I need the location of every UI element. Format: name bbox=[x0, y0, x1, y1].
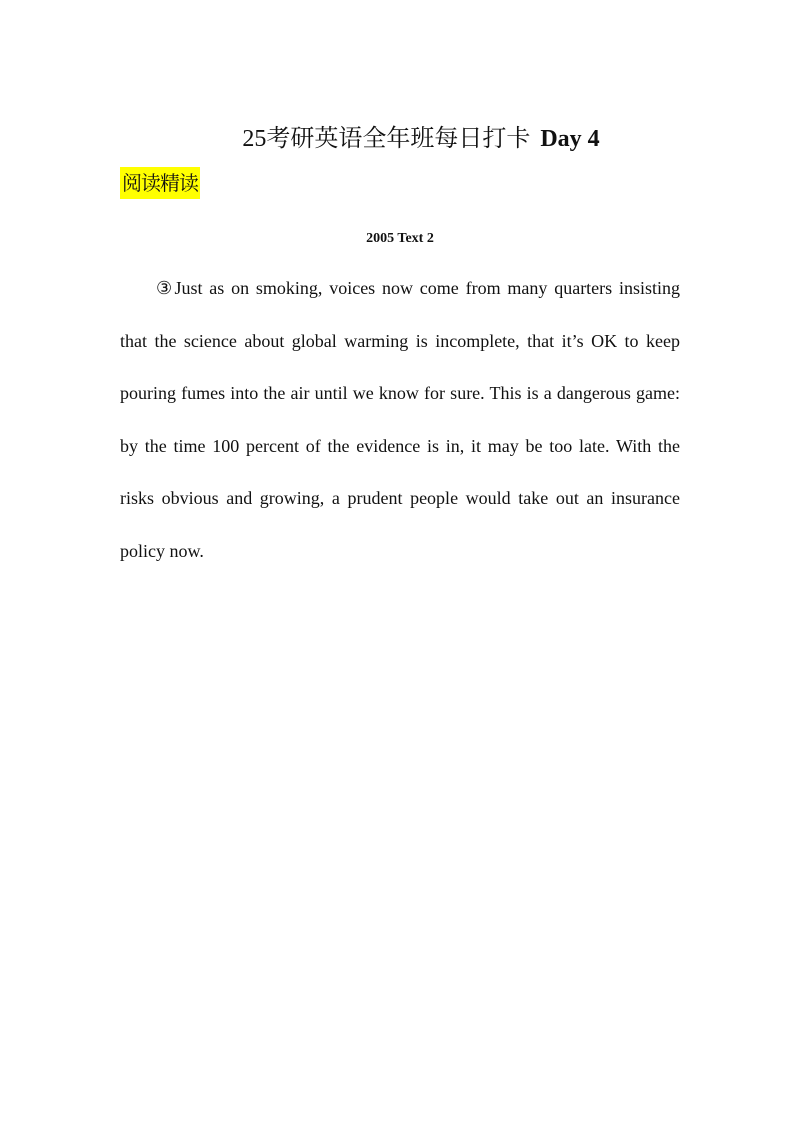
page-title bbox=[0, 122, 800, 156]
title-main: 25考研英语全年班每日打卡 bbox=[242, 126, 531, 152]
reading-passage: ③Just as on smoking, voices now come from many quarters insisting that the science about global warming is incomplete, that it’s OK to keep pouring fumes into the air until we know for sure. This is a dangerous game: by the time 100 percent of the evidence is in, it may be too late. With the risks obvious and growing, a prudent people would take out an insurance policy now. bbox=[120, 278, 680, 561]
title-day: Day 4 bbox=[540, 126, 600, 152]
source-heading: 2005 Text 2 bbox=[366, 231, 434, 246]
section-label-highlighted: 阅读精读 bbox=[120, 167, 200, 199]
